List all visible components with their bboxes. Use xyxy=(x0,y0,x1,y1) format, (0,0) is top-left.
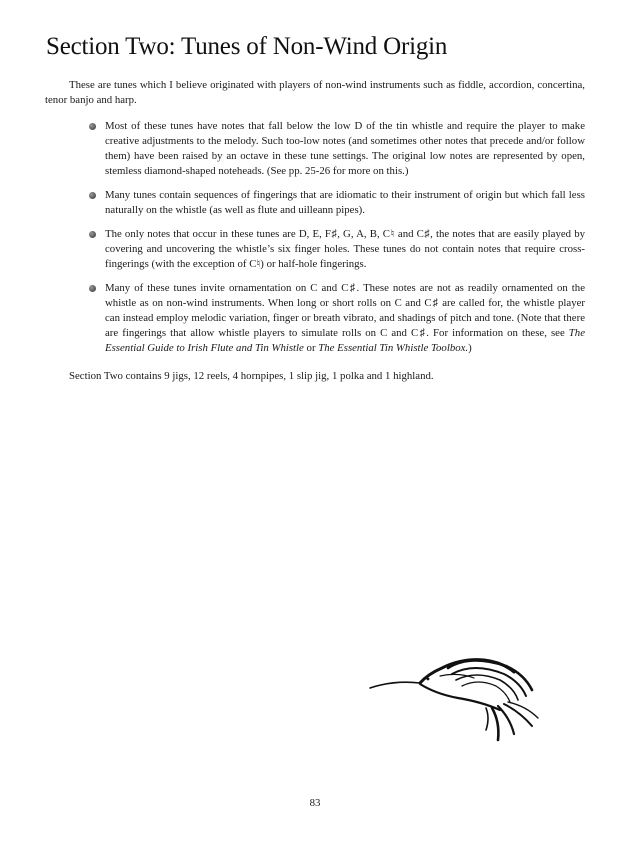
bullet-icon xyxy=(89,192,96,199)
bullet-list xyxy=(88,119,585,356)
list-item xyxy=(88,227,585,272)
bullet-text-end: ) xyxy=(468,342,472,354)
book-title-flute-guide: The Essential Guide to Irish Flute and Tin Whistle xyxy=(105,327,585,354)
bullet-text: The only notes that occur in these tunes are D, E, F♯, G, A, B, C♮ and C♯, the notes that are easily played by covering and uncovering the whistle’s six finger holes. These tunes do not contain notes that require cross-fingerings (with the exception of C♮) or half-hole fingerings. xyxy=(105,228,585,270)
section-title: Section Two: Tunes of Non-Wind Origin xyxy=(46,33,448,60)
bullet-text: Most of these tunes have notes that fall below the low D of the tin whistle and require the player to make creative adjustments to the melody. Such too-low notes (and sometimes other notes that precede and/or follow them) have been raised by an octave in these tune settings. The original low notes are represented by open, stemless diamond-shaped noteheads. (See pp. 25-26 for more on this.) xyxy=(105,120,585,177)
list-item xyxy=(88,188,585,218)
bullet-text: Many tunes contain sequences of fingerings that are idiomatic to their instrument of origin but which fall less naturally on the whistle (as well as flute and uilleann pipes). xyxy=(105,189,585,216)
bullet-text: Many of these tunes invite ornamentation on C and C♯. These notes are not as readily ornamented on the whistle as on non-wind instruments. When long or short rolls on C and C♯ are called for, the whistle player can instead employ melodic variation, finger or breath vibrato, and shadings of pitch and tone. (Note that there are fingerings that allow whistle players to simulate rolls on C and C♯. For information on these, see xyxy=(105,282,585,339)
intro-paragraph: These are tunes which I believe originated with players of non-wind instruments such as fiddle, accordion, concertina, tenor banjo and harp. xyxy=(45,79,585,106)
bullet-text-joiner: or xyxy=(303,342,319,354)
list-item xyxy=(88,119,585,179)
page-number: 83 xyxy=(309,797,321,809)
summary-paragraph: Section Two contains 9 jigs, 12 reels, 4 hornpipes, 1 slip jig, 1 polka and 1 highland. xyxy=(69,370,434,382)
hummingbird-icon xyxy=(366,648,542,744)
list-item xyxy=(88,281,585,356)
bullet-icon xyxy=(89,123,96,130)
bullet-icon xyxy=(89,285,96,292)
bullet-icon xyxy=(89,231,96,238)
book-title-toolbox: The Essential Tin Whistle Toolbox. xyxy=(318,342,469,354)
